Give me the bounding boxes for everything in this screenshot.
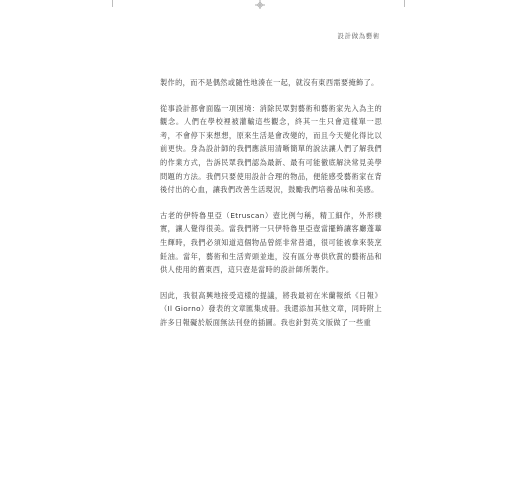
running-header: 設計做為藝術 — [337, 32, 380, 40]
crop-mark-icon — [254, 0, 266, 10]
crop-line-left — [112, 0, 113, 7]
paragraph: 從事設計都會面臨一項困境：消除民眾對藝術和藝術家先入為主的觀念。人們在學校裡被灌輸這些觀念，終其一生只會這樣單一思考，不會停下來想想，原來生活是會改變的，而且今天變化得比以前更快。身為設計師的我們應該用清晰簡單的說法讓人們了解我們的作業方式，告訴民眾我們認為最新、最有可能徹底解決常見美學問題的方法。我們只要使用設計合理的物品，便能感受藝術家在背後付出的心血，讓我們改善生活現況，鼓勵我們培養品味和美感。 — [160, 103, 382, 195]
paragraph: 因此，我很高興地接受這樣的提議，將我最初在米蘭報紙《日報》（Il Giorno）發表的文章匯集成冊。我還添加其他文章，同時附上許多日報礙於版面無法刊登的插圖。我也針對英文版做了一些重 — [160, 290, 382, 327]
body-text — [160, 76, 382, 342]
paragraph: 古老的伊特魯里亞（Etruscan）壺比例勻稱，精工細作，外形樸實，讓人覺得很美。當我們將一只伊特魯里亞壺當擺飾讓客廳蓬蓽生輝時，我們必須知道這個物品曾經非常普通，很可能被拿來裝烹飪油。當年，藝術和生活齊頭並進，沒有區分專供欣賞的藝術品和供人使用的舊東西，這只壺是當時的設計師所製作。 — [160, 210, 382, 275]
crop-line-right — [404, 0, 405, 7]
paragraph: 製作的，而不是偶然或隨性地湊在一起，就沒有東西需要掩飾了。 — [160, 78, 379, 87]
